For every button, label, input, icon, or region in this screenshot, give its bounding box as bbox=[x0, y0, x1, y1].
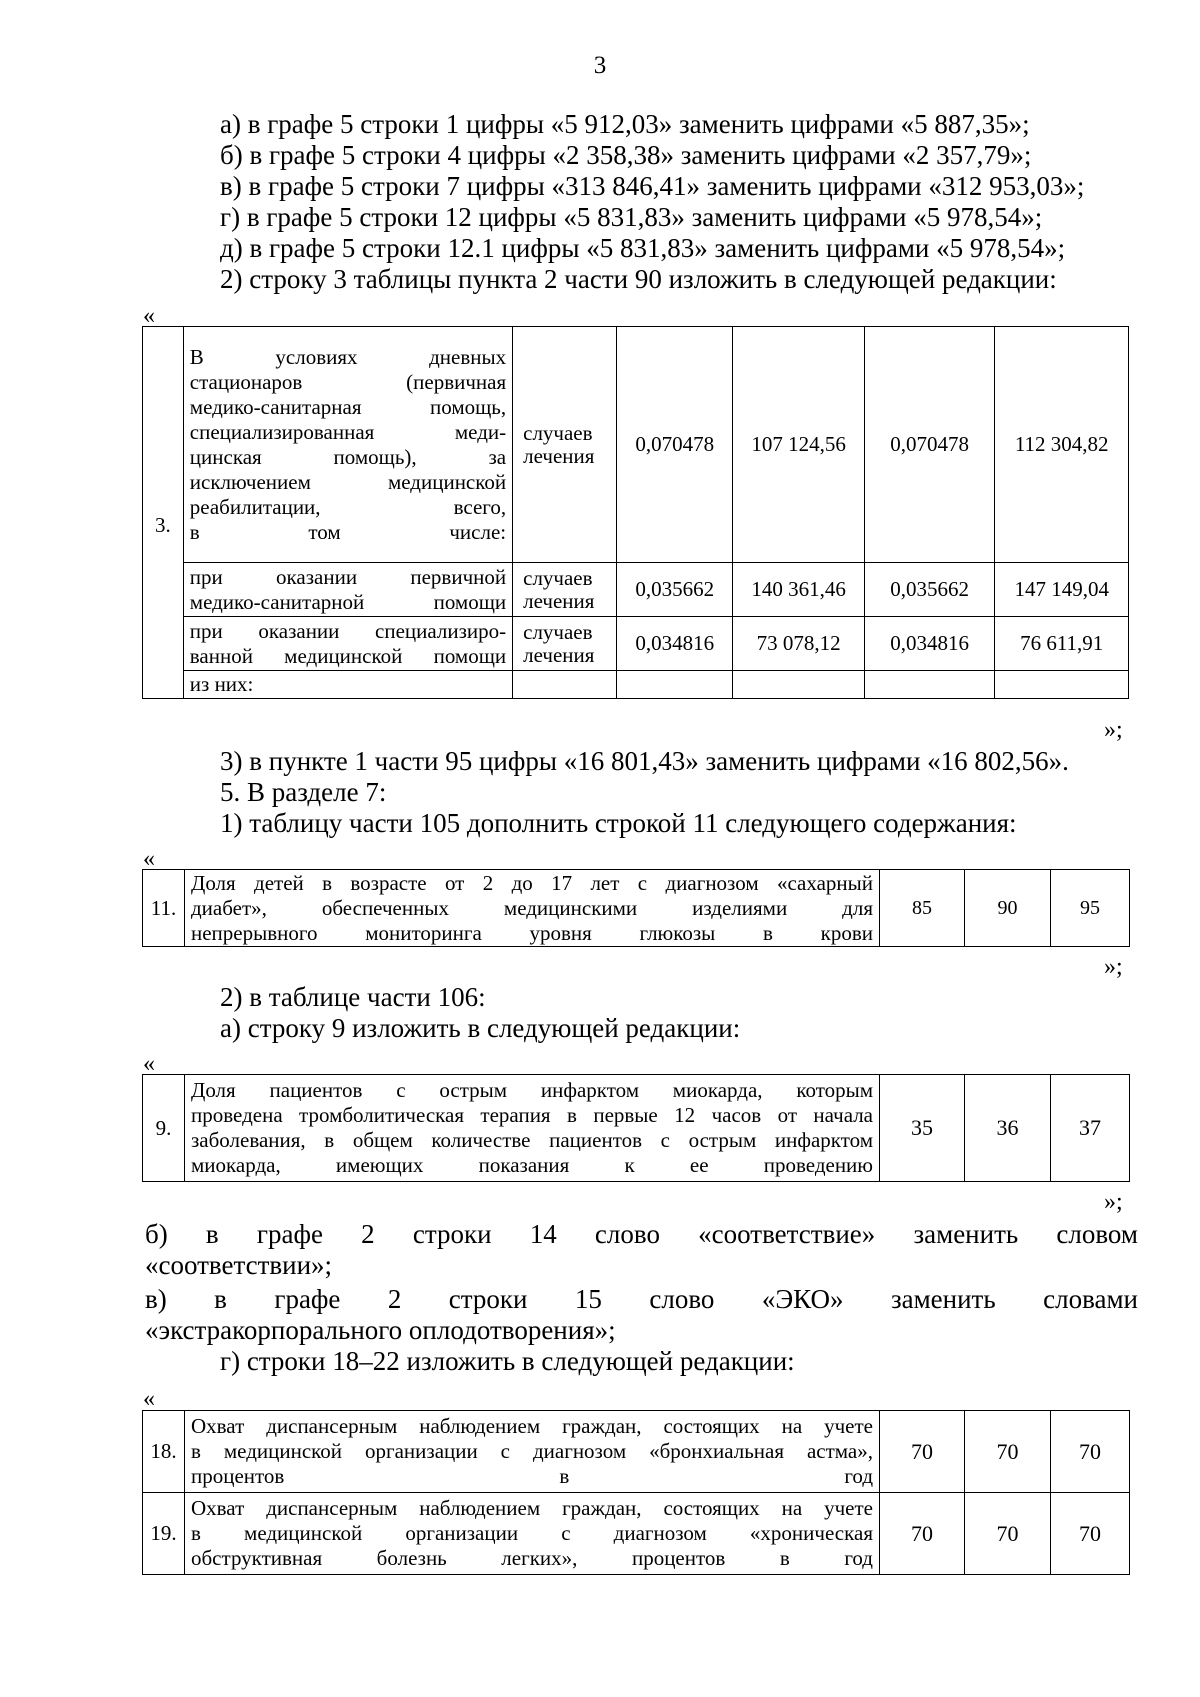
paragraph-b-line2: «соответствии»; bbox=[145, 1250, 333, 1280]
value-cell: 36 bbox=[965, 1075, 1051, 1182]
row-number: 9. bbox=[143, 1075, 185, 1182]
amendment-item-g: г) в графе 5 строки 12 цифры «5 831,83» заменить цифрами «5 978,54»; bbox=[220, 202, 1043, 232]
table-row bbox=[143, 563, 1129, 617]
row-number: 11. bbox=[143, 870, 185, 947]
open-quote-2: « bbox=[143, 846, 155, 872]
desc-line: в медицинской организации с диагнозом «хроническая bbox=[191, 1521, 873, 1545]
row-description bbox=[185, 1075, 880, 1182]
table-row bbox=[143, 671, 1129, 699]
paragraph-106: 2) в таблице части 106: bbox=[220, 982, 486, 1012]
desc-line: обструктивная болезнь легких», процентов в год bbox=[191, 1546, 873, 1570]
desc-line: заболевания, в общем количестве пациентов с острым инфарктом bbox=[191, 1128, 873, 1152]
value-cell: 37 bbox=[1051, 1075, 1130, 1182]
paragraph-v-line1: в) в графе 2 строки 15 слово «ЭКО» заменить словами bbox=[145, 1284, 1138, 1314]
desc-line: исключением медицинской bbox=[189, 469, 507, 494]
value-cell: 73 078,12 bbox=[733, 617, 865, 671]
value-cell bbox=[864, 671, 995, 699]
paragraph-g: г) строки 18–22 изложить в следующей редакции: bbox=[220, 1346, 795, 1376]
unit-line: случаев bbox=[523, 565, 593, 590]
unit-line: лечения bbox=[523, 588, 595, 613]
row-description bbox=[183, 617, 512, 671]
value-cell bbox=[617, 671, 733, 699]
value-cell: 0,070478 bbox=[864, 327, 995, 563]
value-cell: 147 149,04 bbox=[995, 563, 1129, 617]
desc-line: В условиях дневных bbox=[189, 344, 507, 369]
value-cell: 0,034816 bbox=[617, 617, 733, 671]
close-quote-2: »; bbox=[1104, 954, 1123, 980]
table-row bbox=[143, 1411, 1130, 1493]
open-quote-4: « bbox=[143, 1386, 155, 1412]
desc-line: специализированная меди- bbox=[189, 419, 507, 444]
value-cell: 0,070478 bbox=[617, 327, 733, 563]
row-description bbox=[183, 327, 512, 563]
value-cell: 70 bbox=[1051, 1411, 1130, 1493]
unit-cell bbox=[513, 617, 617, 671]
unit-line: лечения bbox=[523, 642, 595, 667]
unit-line: случаев bbox=[523, 420, 593, 445]
paragraph-v-line2: «экстракорпорального оплодотворения»; bbox=[145, 1315, 616, 1345]
value-cell: 76 611,91 bbox=[995, 617, 1129, 671]
desc-line: стационаров (первичная bbox=[189, 369, 507, 394]
paragraph-b-line1: б) в графе 2 строки 14 слово «соответствие» заменить словом bbox=[145, 1219, 1138, 1249]
table-row-9-thrombolysis bbox=[142, 1074, 1130, 1182]
value-cell: 85 bbox=[880, 870, 965, 947]
row-number: 19. bbox=[143, 1493, 185, 1575]
amendment-item-v: в) в графе 5 строки 7 цифры «313 846,41» заменить цифрами «312 953,03»; bbox=[220, 171, 1085, 201]
page-number: 3 bbox=[593, 52, 607, 79]
amendment-item-a: а) в графе 5 строки 1 цифры «5 912,03» заменить цифрами «5 887,35»; bbox=[220, 109, 1030, 139]
unit-cell bbox=[513, 563, 617, 617]
row-description bbox=[185, 1411, 880, 1493]
unit-cell bbox=[513, 671, 617, 699]
desc-line: при оказании специализиро- bbox=[189, 618, 507, 643]
value-cell bbox=[995, 671, 1129, 699]
desc-line: из них: bbox=[189, 672, 254, 696]
close-quote-1: »; bbox=[1104, 717, 1123, 743]
unit-cell bbox=[513, 327, 617, 563]
value-cell: 90 bbox=[965, 870, 1051, 947]
desc-line: миокарда, имеющих показания к ее проведению bbox=[191, 1153, 873, 1177]
amendment-item-b: б) в графе 5 строки 4 цифры «2 358,38» заменить цифрами «2 357,79»; bbox=[220, 140, 1032, 170]
value-cell: 0,035662 bbox=[617, 563, 733, 617]
value-cell: 35 bbox=[880, 1075, 965, 1182]
value-cell: 140 361,46 bbox=[733, 563, 865, 617]
row-number: 3. bbox=[155, 513, 171, 537]
desc-line: проведена тромболитическая терапия в первые 12 часов от начала bbox=[191, 1103, 873, 1127]
desc-line: реабилитации, всего, bbox=[189, 494, 507, 519]
value-cell bbox=[733, 671, 865, 699]
row-number-cell bbox=[143, 327, 184, 699]
close-quote-3: »; bbox=[1104, 1189, 1123, 1215]
desc-line: ванной медицинской помощи bbox=[189, 643, 507, 668]
open-quote-3: « bbox=[143, 1051, 155, 1077]
value-cell: 70 bbox=[965, 1493, 1051, 1575]
value-cell: 70 bbox=[1051, 1493, 1130, 1575]
desc-line: диабет», обеспеченных медицинскими изделиями для bbox=[191, 895, 873, 920]
row-description bbox=[183, 671, 512, 699]
table-row bbox=[143, 870, 1130, 947]
paragraph-105: 1) таблицу части 105 дополнить строкой 11 следующего содержания: bbox=[220, 808, 1017, 838]
value-cell: 0,034816 bbox=[864, 617, 995, 671]
section-heading-5: 5. В разделе 7: bbox=[220, 777, 387, 807]
desc-line: процентов в год bbox=[191, 1464, 873, 1488]
desc-line: в том числе: bbox=[189, 519, 507, 544]
desc-line: Охват диспансерным наблюдением граждан, состоящих на учете bbox=[191, 1414, 873, 1438]
value-cell: 95 bbox=[1051, 870, 1130, 947]
unit-line: лечения bbox=[523, 443, 595, 468]
table-rows-18-19 bbox=[142, 1410, 1130, 1575]
table-row bbox=[143, 617, 1129, 671]
table-row-11-children-diabetes bbox=[142, 869, 1130, 947]
desc-line: Охват диспансерным наблюдением граждан, состоящих на учете bbox=[191, 1496, 873, 1520]
value-cell: 70 bbox=[880, 1493, 965, 1575]
amendment-item-d: д) в графе 5 строки 12.1 цифры «5 831,83» заменить цифрами «5 978,54»; bbox=[220, 233, 1066, 263]
paragraph-a-row9: а) строку 9 изложить в следующей редакции: bbox=[220, 1013, 741, 1043]
amendment-item-2: 2) строку 3 таблицы пункта 2 части 90 изложить в следующей редакции: bbox=[220, 264, 1057, 294]
value-cell: 0,035662 bbox=[864, 563, 995, 617]
row-number: 18. bbox=[143, 1411, 185, 1493]
table-row bbox=[143, 327, 1129, 563]
value-cell: 107 124,56 bbox=[733, 327, 865, 563]
value-cell: 112 304,82 bbox=[995, 327, 1129, 563]
desc-line: Доля детей в возрасте от 2 до 17 лет с диагнозом «сахарный bbox=[191, 870, 873, 895]
value-cell: 70 bbox=[880, 1411, 965, 1493]
table-row bbox=[143, 1075, 1130, 1182]
row-description bbox=[185, 1493, 880, 1575]
table-row-3-daycare bbox=[142, 326, 1129, 699]
table-row bbox=[143, 1493, 1130, 1575]
desc-line: медико-санитарной помощи bbox=[189, 589, 507, 614]
desc-line: при оказании первичной bbox=[189, 564, 507, 589]
value-cell: 70 bbox=[965, 1411, 1051, 1493]
paragraph-3: 3) в пункте 1 части 95 цифры «16 801,43» заменить цифрами «16 802,56». bbox=[220, 746, 1069, 776]
desc-line: медико-санитарная помощь, bbox=[189, 394, 507, 419]
row-description bbox=[185, 870, 880, 947]
desc-line: цинская помощь), за bbox=[189, 444, 507, 469]
desc-line: непрерывного мониторинга уровня глюкозы в крови bbox=[191, 920, 873, 945]
open-quote-1: « bbox=[143, 303, 155, 329]
unit-line: случаев bbox=[523, 619, 593, 644]
desc-line: в медицинской организации с диагнозом «бронхиальная астма», bbox=[191, 1439, 873, 1463]
row-description bbox=[183, 563, 512, 617]
desc-line: Доля пациентов с острым инфарктом миокарда, которым bbox=[191, 1078, 873, 1102]
